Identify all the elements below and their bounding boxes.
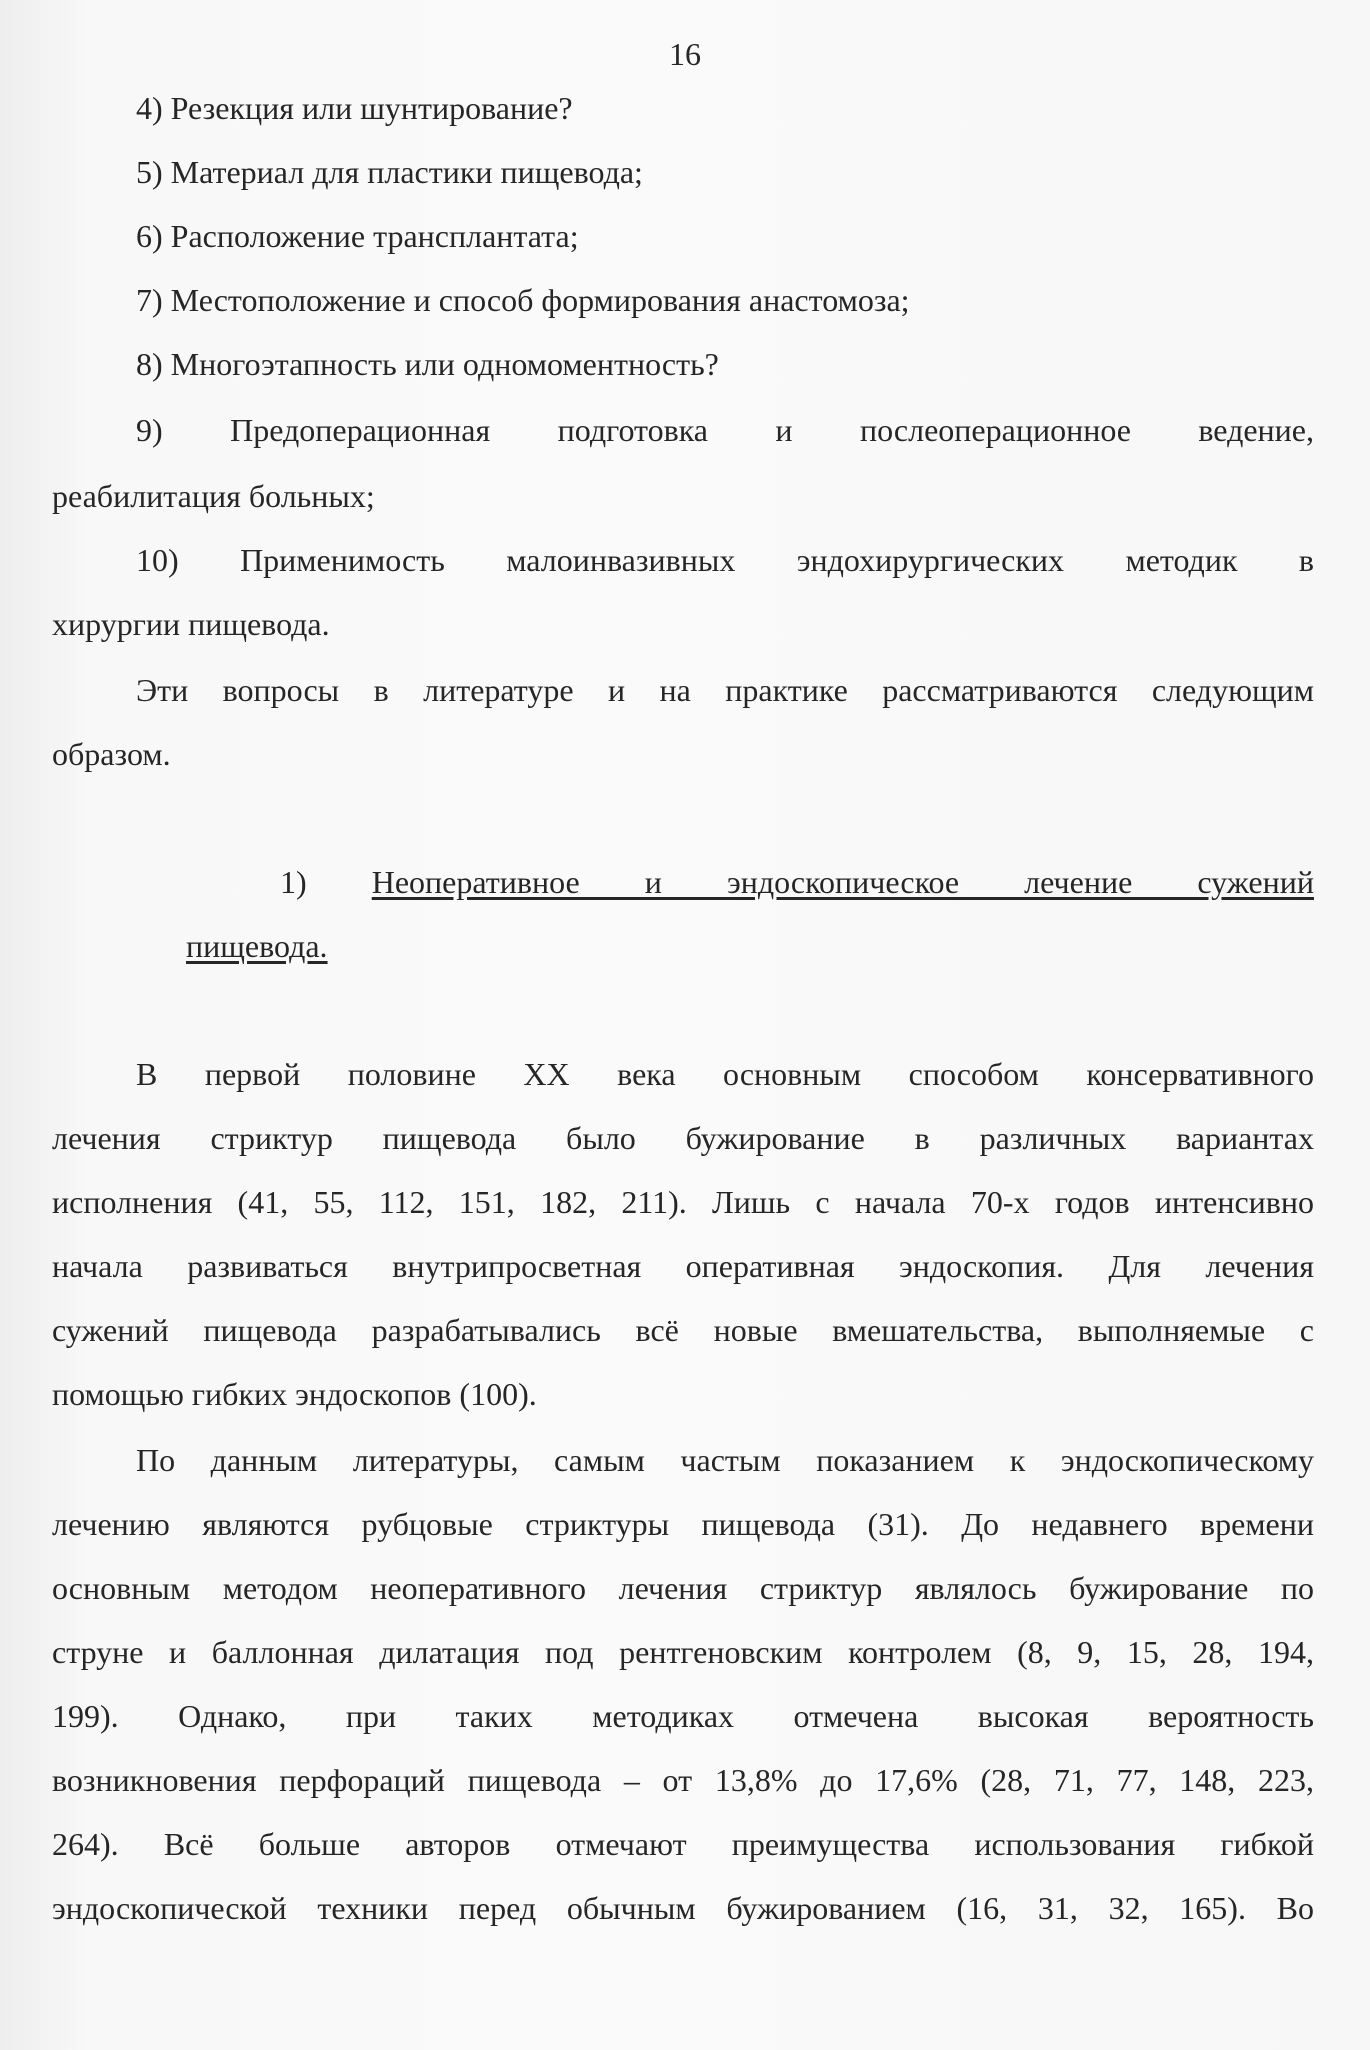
list-item-8: 8) Многоэтапность или одномоментность? [136, 346, 719, 382]
paragraph-2-line-4: струне и баллонная дилатация под рентгеновским контролем (8, 9, 15, 28, 194, [52, 1634, 1314, 1670]
paragraph-2-line-1: По данным литературы, самым частым показанием к эндоскопическому [136, 1442, 1314, 1478]
section-heading-line-1 [280, 862, 1314, 902]
section-heading-line-2 [186, 926, 886, 966]
paragraph-1-line-3: исполнения (41, 55, 112, 151, 182, 211). Лишь с начала 70-х годов интенсивно [52, 1184, 1314, 1220]
list-item-7: 7) Местоположение и способ формирования анастомоза; [136, 282, 910, 318]
section-title-line-1: Неоперативное и эндоскопическое лечение сужений [371, 864, 1314, 900]
paragraph-1-line-6: помощью гибких эндоскопов (100). [52, 1376, 537, 1412]
paragraph-2-line-6: возникновения перфораций пищевода – от 13,8% до 17,6% (28, 71, 77, 148, 223, [52, 1762, 1314, 1798]
paragraph-1-line-5: сужений пищевода разрабатывались всё новые вмешательства, выполняемые с [52, 1312, 1314, 1348]
paragraph-2-line-5: 199). Однако, при таких методиках отмечена высокая вероятность [52, 1698, 1314, 1734]
page-number: 16 [669, 36, 701, 72]
paragraph-1-line-2: лечения стриктур пищевода было бужирование в различных вариантах [52, 1120, 1314, 1156]
section-title-line-2: пищевода. [186, 928, 328, 964]
intro-line-2: образом. [52, 736, 171, 772]
paragraph-2-line-7: 264). Всё больше авторов отмечают преимущества использования гибкой [52, 1826, 1314, 1862]
paragraph-1-line-4: начала развиваться внутрипросветная оперативная эндоскопия. Для лечения [52, 1248, 1314, 1284]
list-item-10-line-2: хирургии пищевода. [52, 606, 330, 642]
list-item-5: 5) Материал для пластики пищевода; [136, 154, 643, 190]
paragraph-2-line-2: лечению являются рубцовые стриктуры пищевода (31). До недавнего времени [52, 1506, 1314, 1542]
list-item-4: 4) Резекция или шунтирование? [136, 90, 573, 126]
paragraph-1-line-1: В первой половине XX века основным способом консервативного [136, 1056, 1314, 1092]
list-item-10-line-1: 10) Применимость малоинвазивных эндохирургических методик в [136, 542, 1314, 578]
list-item-9-line-1: 9) Предоперационная подготовка и послеоперационное ведение, [136, 412, 1314, 448]
section-number: 1) [280, 864, 307, 900]
paragraph-2-line-8: эндоскопической техники перед обычным бужированием (16, 31, 32, 165). Во [52, 1890, 1314, 1926]
list-item-6: 6) Расположение трансплантата; [136, 218, 579, 254]
paragraph-2-line-3: основным методом неоперативного лечения стриктур являлось бужирование по [52, 1570, 1314, 1606]
list-item-9-line-2: реабилитация больных; [52, 478, 375, 514]
intro-line-1: Эти вопросы в литературе и на практике рассматриваются следующим [136, 672, 1314, 708]
